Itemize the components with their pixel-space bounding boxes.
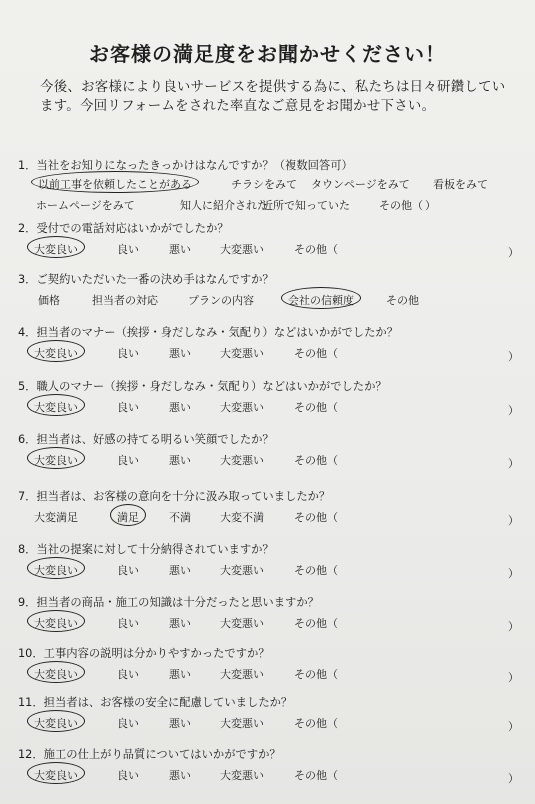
q8-option: 悪い: [169, 564, 191, 577]
q7-option: 大変不満: [220, 511, 264, 524]
q1-option: タウンページをみて: [311, 178, 410, 191]
close-paren: ）: [508, 457, 519, 470]
q7-option: 大変満足: [34, 511, 78, 524]
q2-option: その他（: [294, 243, 338, 256]
q12-option: 悪い: [169, 769, 191, 782]
answer-circle-mark: [27, 394, 85, 416]
q11-option: その他（: [294, 717, 338, 730]
q10-option: 大変良い: [34, 668, 78, 681]
q12-option: 大変悪い: [220, 769, 264, 782]
question-2: 2．受付での電話対応はいかがでしたか？: [18, 222, 229, 235]
close-paren: ）: [508, 246, 519, 259]
answer-circle-mark: [31, 171, 199, 193]
q7-option: 満足: [117, 511, 139, 524]
q10-option: 大変悪い: [220, 668, 264, 681]
q1-option: 知人に紹介された: [180, 199, 268, 212]
q3-option: 担当者の対応: [92, 294, 158, 307]
close-paren: ）: [508, 671, 519, 684]
q1-option: 以前工事を依頼したことがある: [38, 178, 192, 191]
q5-option: その他（: [294, 401, 338, 414]
q8-option: 大変悪い: [220, 564, 264, 577]
question-4: 4．担当者のマナー（挨拶・身だしなみ・気配り）などはいかがでしたか？: [18, 326, 398, 339]
question-5: 5．職人のマナー（挨拶・身だしなみ・気配り）などはいかがでしたか？: [18, 380, 387, 393]
q7-option: 不満: [169, 511, 191, 524]
q5-option: 大変良い: [34, 401, 78, 414]
q3-option: プランの内容: [188, 294, 254, 307]
question-3: 3．ご契約いただいた一番の決め手はなんですか？: [18, 273, 274, 286]
answer-circle-mark: [27, 236, 85, 258]
close-paren: ）: [425, 199, 436, 212]
q10-option: 良い: [117, 668, 139, 681]
q2-option: 悪い: [169, 243, 191, 256]
question-10: 10．工事内容の説明は分かりやすかったですか？: [18, 647, 270, 660]
q5-option: 悪い: [169, 401, 191, 414]
q12-option: その他（: [294, 769, 338, 782]
q6-option: 良い: [117, 454, 139, 467]
q4-option: 大変良い: [34, 347, 78, 360]
q5-option: 大変悪い: [220, 401, 264, 414]
q3-option: 価格: [38, 294, 60, 307]
q9-option: 良い: [117, 617, 139, 630]
close-paren: ）: [508, 772, 519, 785]
q3-option: 会社の信頼度: [288, 294, 354, 307]
answer-circle-mark: [27, 447, 85, 469]
q6-option: 悪い: [169, 454, 191, 467]
question-12: 12．施工の仕上がり品質についてはいかがですか？: [18, 748, 281, 761]
answer-circle-mark: [27, 762, 85, 784]
close-paren: ）: [508, 620, 519, 633]
q12-option: 良い: [117, 769, 139, 782]
q1-option: 看板をみて: [433, 178, 488, 191]
answer-circle-mark: [27, 340, 85, 362]
q7-option: その他（: [294, 511, 338, 524]
question-11: 11．担当者は、お客様の安全に配慮していましたか？: [18, 696, 293, 709]
q10-option: その他（: [294, 668, 338, 681]
answer-circle-mark: [27, 710, 85, 732]
q6-option: 大変悪い: [220, 454, 264, 467]
answer-circle-mark: [27, 661, 85, 683]
q9-option: 大変良い: [34, 617, 78, 630]
question-1: 1．当社をお知りになったきっかけはなんですか？（複数回答可）: [18, 159, 353, 172]
q2-option: 大変良い: [34, 243, 78, 256]
q8-option: その他（: [294, 564, 338, 577]
q8-option: 良い: [117, 564, 139, 577]
q4-option: 良い: [117, 347, 139, 360]
close-paren: ）: [508, 350, 519, 363]
q1-option: チラシをみて: [231, 178, 297, 191]
q10-option: 悪い: [169, 668, 191, 681]
close-paren: ）: [508, 567, 519, 580]
close-paren: ）: [508, 720, 519, 733]
page-title: お客様の満足度をお聞かせください！: [89, 42, 446, 66]
question-7: 7．担当者は、お客様の意向を十分に汲み取っていましたか？: [18, 490, 331, 503]
close-paren: ）: [508, 514, 519, 527]
q5-option: 良い: [117, 401, 139, 414]
answer-circle-mark: [27, 610, 85, 632]
q11-option: 大変良い: [34, 717, 78, 730]
answer-circle-mark: [110, 504, 146, 526]
q12-option: 大変良い: [34, 769, 78, 782]
q11-option: 大変悪い: [220, 717, 264, 730]
question-9: 9．担当者の商品・施工の知識は十分だったと思いますか？: [18, 596, 319, 609]
q8-option: 大変良い: [34, 564, 78, 577]
close-paren: ）: [508, 404, 519, 417]
question-6: 6．担当者は、好感の持てる明るい笑顔でしたか？: [18, 433, 274, 446]
q11-option: 悪い: [169, 717, 191, 730]
q2-option: 良い: [117, 243, 139, 256]
q9-option: 大変悪い: [220, 617, 264, 630]
intro-text: 今後、お客様により良いサービスを提供する為に、私たちは日々研鑽しています。今回リフォームをされた率直なご意見をお聞かせ下さい。: [40, 80, 506, 114]
q4-option: 大変悪い: [220, 347, 264, 360]
q1-option: その他（: [379, 199, 423, 212]
q11-option: 良い: [117, 717, 139, 730]
q1-option: 近所で知っていた: [262, 199, 350, 212]
answer-circle-mark: [27, 557, 85, 579]
q6-option: 大変良い: [34, 454, 78, 467]
question-8: 8．当社の提案に対して十分納得されていますか？: [18, 543, 274, 556]
q2-option: 大変悪い: [220, 243, 264, 256]
q4-option: その他（: [294, 347, 338, 360]
q1-option: ホームページをみて: [36, 199, 135, 212]
q9-option: 悪い: [169, 617, 191, 630]
answer-circle-mark: [281, 287, 361, 309]
q6-option: その他（: [294, 454, 338, 467]
q3-option: その他: [386, 294, 419, 307]
q9-option: その他（: [294, 617, 338, 630]
q4-option: 悪い: [169, 347, 191, 360]
